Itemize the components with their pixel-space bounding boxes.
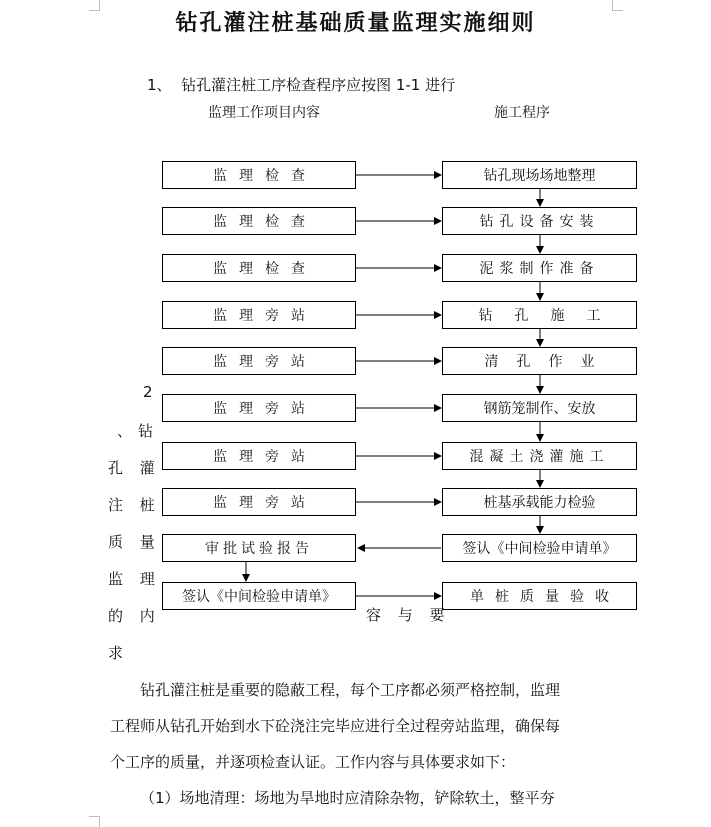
left-box: 审批试验报告 (162, 534, 356, 562)
left-box: 监理旁站 (162, 347, 356, 375)
left-box: 监理旁站 (162, 301, 356, 329)
page-title: 钻孔灌注桩基础质量监理实施细则 (175, 11, 536, 36)
section-2-line: 的 内 (108, 607, 161, 625)
paragraph-line: 工程师从钻孔开始到水下砼浇注完毕应进行全过程旁站监理，确保每 (110, 717, 561, 735)
left-box: 监理检查 (162, 254, 356, 282)
right-box: 泥浆制作准备 (442, 254, 637, 282)
left-column-header: 监理工作项目内容 (208, 105, 320, 121)
paragraph-line: 个工序的质量，并逐项检查认证。工作内容与具体要求如下： (110, 753, 516, 771)
paragraph-line: （1）场地清理：场地为旱地时应清除杂物，铲除软土，整平夯 (140, 789, 555, 807)
right-box: 钻孔现场场地整理 (442, 161, 637, 189)
left-box: 签认《中间检验申请单》 (162, 582, 356, 610)
right-column-header: 施工程序 (494, 105, 550, 121)
paragraph-line: 钻孔灌注桩是重要的隐蔽工程，每个工序都必须严格控制，监理 (140, 681, 561, 699)
section-2-line: 孔 灌 (108, 459, 161, 477)
right-box: 混凝土浇灌施工 (442, 442, 637, 470)
right-box: 清孔作业 (442, 347, 637, 375)
right-box: 单桩质量验收 (442, 582, 637, 610)
left-box: 监理旁站 (162, 394, 356, 422)
right-box: 钻孔施工 (442, 301, 637, 329)
section-2-line: 求 (108, 644, 130, 662)
section-2-line: 2 (143, 383, 159, 401)
section-1-heading: 1、 钻孔灌注桩工序检查程序应按图 1-1 进行 (147, 76, 456, 94)
left-box: 监理旁站 (162, 488, 356, 516)
left-box: 监理检查 (162, 207, 356, 235)
right-box: 桩基承载能力检验 (442, 488, 637, 516)
right-box: 钢筋笼制作、安放 (442, 394, 637, 422)
right-box: 签认《中间检验申请单》 (442, 534, 637, 562)
section-2-line: 监 理 (108, 570, 161, 588)
left-box: 监理检查 (162, 161, 356, 189)
section-2-line: 、钻 (117, 422, 160, 440)
right-box: 钻孔设备安装 (442, 207, 637, 235)
section-2-line: 质 量 (108, 533, 161, 551)
section-2-tail: 容 与 要 (366, 606, 451, 624)
section-2-line: 注 桩 (108, 496, 161, 514)
left-box: 监理旁站 (162, 442, 356, 470)
